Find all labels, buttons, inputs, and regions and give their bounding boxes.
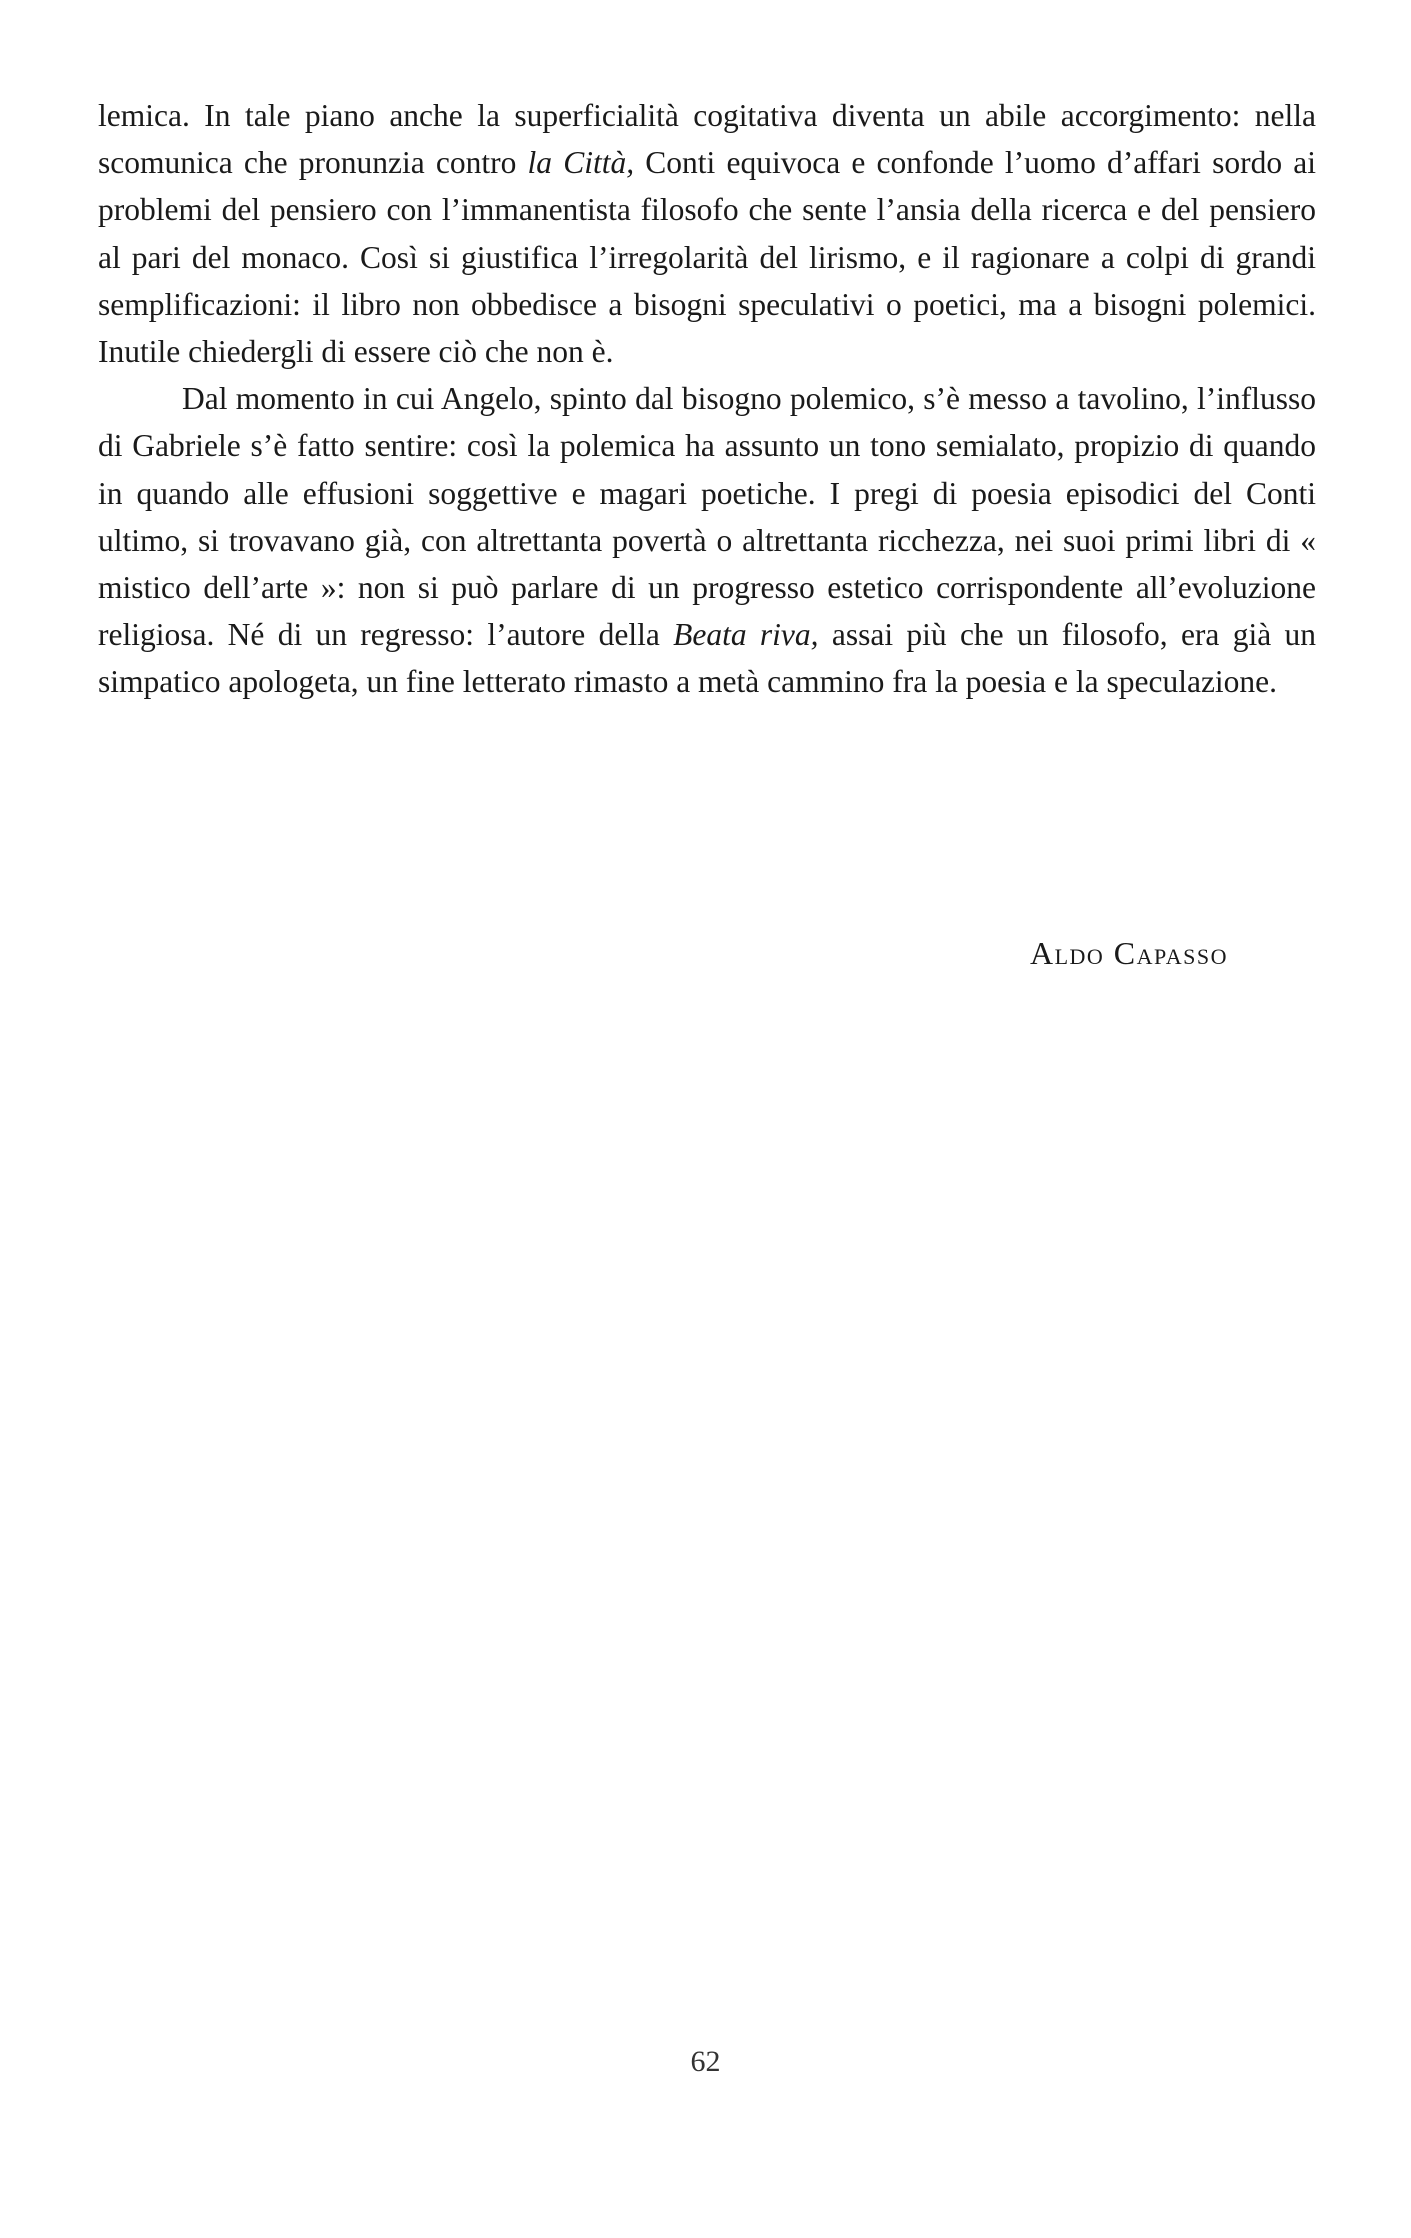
paragraph-2 [98,375,1316,705]
paragraph-2-text-a: Dal momento in cui Angelo, spinto dal bisogno polemico, s’è messo a tavolino, l’influsso di Gabriele s’è fatto sentire: così la polemica ha assunto un tono semialato, propizio di quando in quando alle effusioni soggettive e magari poetiche. I pregi di poesia episodici del Conti ultimo, si trovavano già, con altrettanta povertà o altrettanta ricchezza, nei suoi primi libri di « mistico dell’arte »: non si può parlare di un progresso estetico corrispondente all’evoluzione religiosa. Né di un regresso: l’autore della [98,381,1316,653]
paragraph-1 [98,92,1316,375]
italic-title-la-citta: la Città, [527,145,635,181]
page-body [98,92,1317,971]
italic-title-beata-riva: Beata riva, [673,617,819,653]
page-number: 62 [690,2045,721,2078]
paragraph-1-text-b: Conti equivoca e confonde l’uomo d’affari sordo ai problemi del pensiero con l’immanentista filosofo che sente l’ansia della ricerca e del pensiero al pari del monaco. Così si giustifica l’irregolarità del lirismo, e il ragionare a colpi di grandi semplificazioni: il libro non obbedisce a bisogni speculativi o poetici, ma a bisogni polemici. Inutile chiedergli di essere ciò che non è. [98,145,1316,370]
paragraph-1-text-a: lemica. In tale piano anche la superficialità cogitativa diventa un abile accorgimento: nella scomunica che pronunzia contro [98,98,1316,181]
paragraph-2-text-b: assai più che un filosofo, era già un simpatico apologeta, un fine letterato rimasto a metà cammino fra la poesia e la speculazione. [98,617,1317,700]
author-signature: Aldo Capasso [1029,935,1228,971]
